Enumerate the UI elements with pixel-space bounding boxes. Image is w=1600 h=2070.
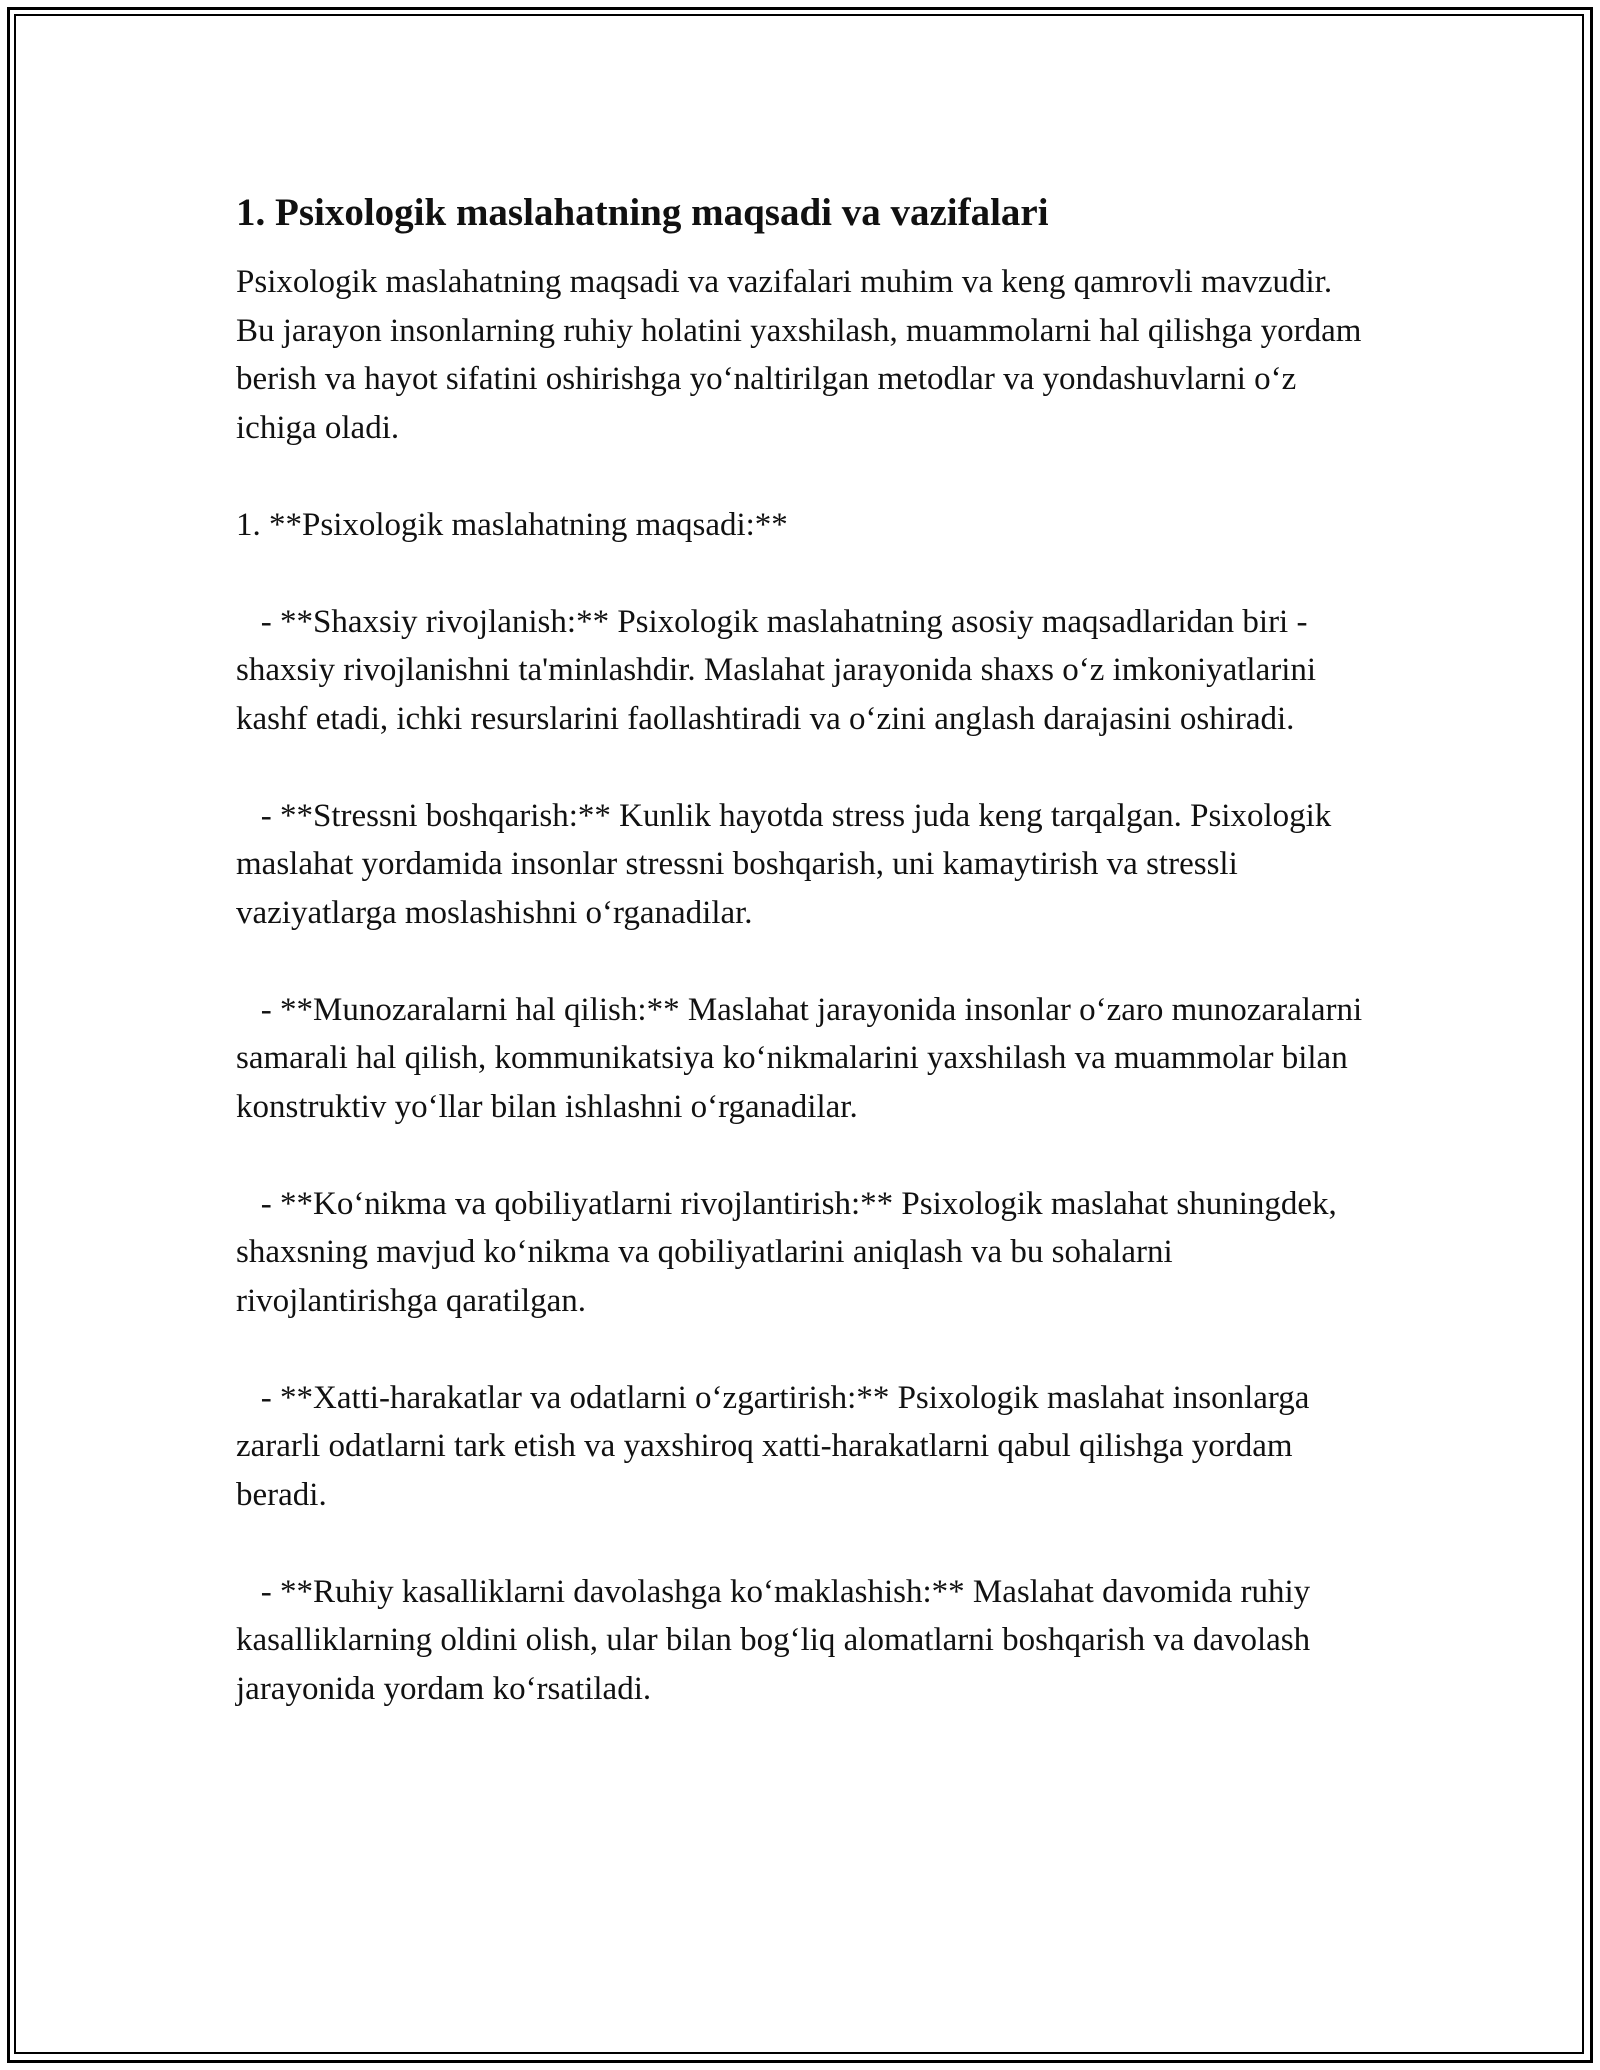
paragraph-gap (236, 549, 1376, 598)
paragraph-gap (236, 1325, 1376, 1374)
paragraph-gap (236, 1131, 1376, 1180)
section-heading: 1. Psixologik maslahatning maqsadi va vazifalari (236, 191, 1049, 234)
list-item-shaxsiy-rivojlanish: - **Shaxsiy rivojlanish:** Psixologik maslahatning asosiy maqsadlaridan biri - shaxsiy rivojlanishni ta'minlashdir. Maslahat jarayonida shaxs o‘z imkoniyatlarini kashf etadi, ichki resurslarini faollashtiradi va o‘zini anglash darajasini oshiradi. (236, 603, 1325, 737)
intro-paragraph: Psixologik maslahatning maqsadi va vazifalari muhim va keng qamrovli mavzudir. Bu jarayon insonlarning ruhiy holatini yaxshilash, muammolarni hal qilishga yordam berish va hayot sifatini oshirishga yo‘naltirilgan metodlar va yondashuvlarni o‘z ichiga oladi. (236, 264, 1370, 446)
document-body (236, 186, 1376, 1713)
list-heading-paragraph: 1. **Psixologik maslahatning maqsadi:** (236, 506, 788, 543)
list-item-stressni-boshqarish: - **Stressni boshqarish:** Kunlik hayotda stress juda keng tarqalgan. Psixologik maslahat yordamida insonlar stressni boshqarish, uni kamaytirish va stressli vaziyatlarga moslashishni o‘rganadilar. (236, 797, 1340, 931)
list-item-ruhiy-kasalliklar: - **Ruhiy kasalliklarni davolashga ko‘maklashish:** Maslahat davomida ruhiy kasalliklarning oldini olish, ular bilan bog‘liq alomatlarni boshqarish va davolash jarayonida yordam ko‘rsatiladi. (236, 1573, 1319, 1707)
paragraph-gap (236, 452, 1376, 501)
paragraph-gap (236, 743, 1376, 792)
list-item-xatti-harakatlar: - **Xatti-harakatlar va odatlarni o‘zgartirish:** Psixologik maslahat insonlarga zararli odatlarni tark etish va yaxshiroq xatti-harakatlarni qabul qilishga yordam beradi. (236, 1379, 1318, 1513)
paragraph-gap (236, 1519, 1376, 1568)
list-item-munozaralarni-hal-qilish: - **Munozaralarni hal qilish:** Maslahat jarayonida insonlar o‘zaro munozaralarni samarali hal qilish, kommunikatsiya ko‘nikmalarini yaxshilash va muammolar bilan konstruktiv yo‘llar bilan ishlashni o‘rganadilar. (236, 991, 1371, 1125)
paragraph-gap (236, 937, 1376, 986)
list-item-konikma-rivojlantirish: - **Ko‘nikma va qobiliyatlarni rivojlantirish:** Psixologik maslahat shuningdek, shaxsning mavjud ko‘nikma va qobiliyatlarini aniqlash va bu sohalarni rivojlantirishga qaratilgan. (236, 1185, 1346, 1319)
